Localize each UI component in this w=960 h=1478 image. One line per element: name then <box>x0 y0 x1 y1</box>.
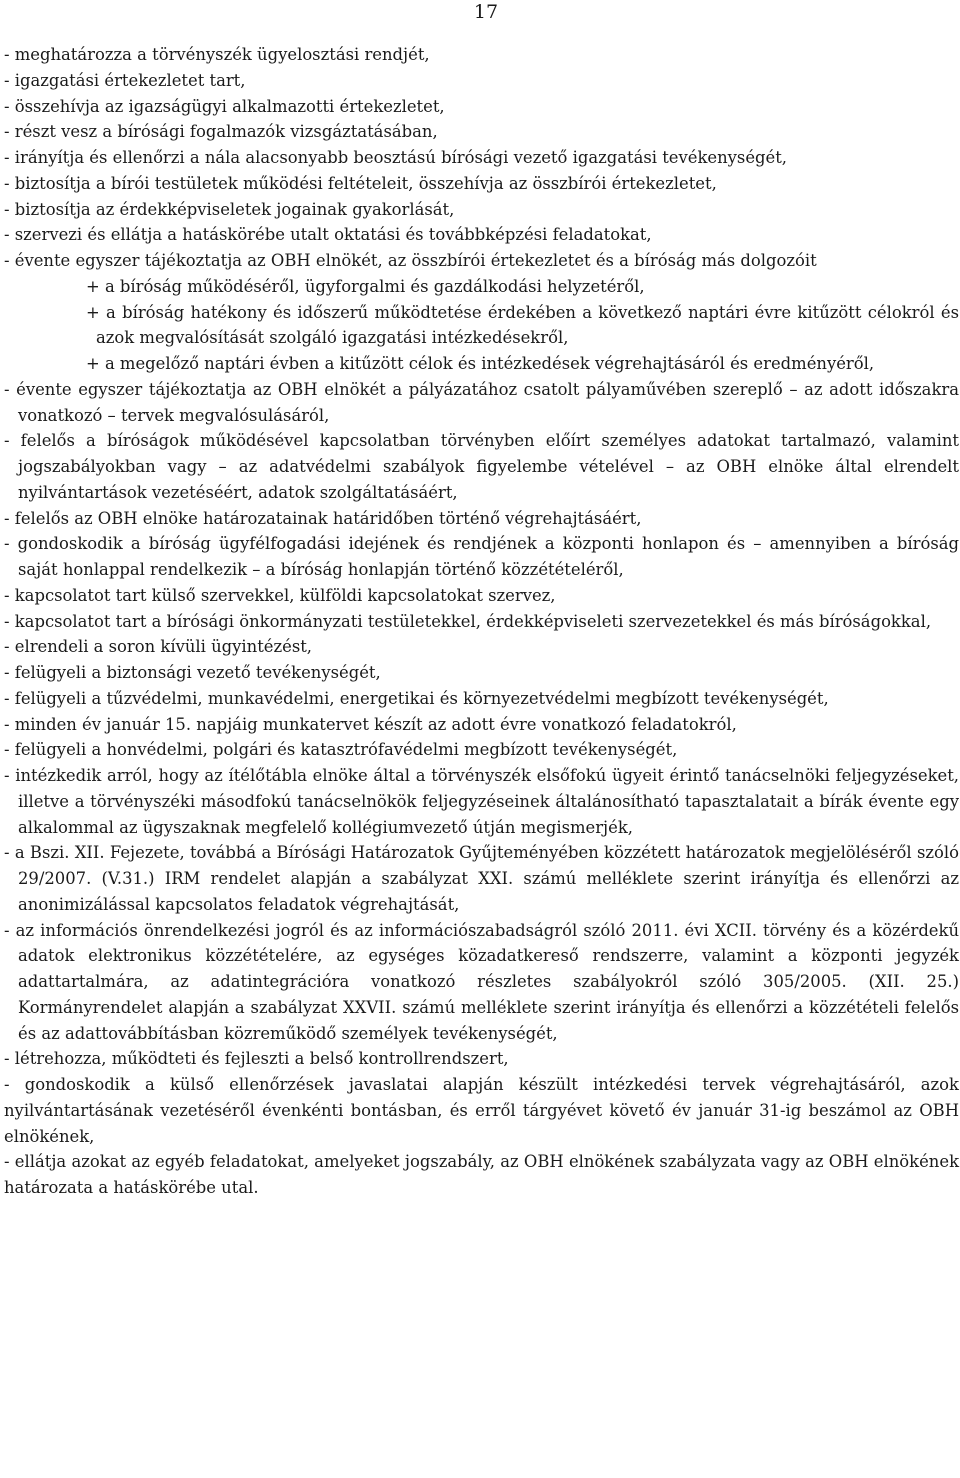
list-item: - felügyeli a biztonsági vezető tevékenységét, <box>4 663 381 682</box>
list-item: - kapcsolatot tart a bírósági önkormányzati testületekkel, érdekképviseleti szervezetekkel és más bíróságokkal, <box>4 611 932 631</box>
list-item: - biztosítja a bírói testületek működési feltételeit, összehívja az összbírói értekezletet, <box>4 173 717 193</box>
list-item: - felügyeli a tűzvédelmi, munkavédelmi, energetikai és környezetvédelmi megbízott tevékenységét, <box>4 688 829 708</box>
list-item: - évente egyszer tájékoztatja az OBH elnökét, az összbírói értekezletet és a bíróság más dolgozóit <box>4 251 817 270</box>
list-item: - szervezi és ellátja a hatáskörébe utalt oktatási és továbbképzési feladatokat, <box>4 225 652 245</box>
list-item: - ellátja azokat az egyéb feladatokat, amelyeket jogszabály, az OBH elnökének szabályzata vagy az OBH elnökének határozata a hatáskörébe utal. <box>4 1152 959 1197</box>
list-item: - biztosítja az érdekképviseletek jogainak gyakorlását, <box>4 199 455 219</box>
list-item: - az információs önrendelkezési jogról és az információszabadságról szóló 2011. évi XCII. törvény és a közérdekű adatok elektronikus közzétételére, az egységes közadatkereső rendszerre, valamint a központi jegyzék adattartalmára, az adatintegrációra vonatkozó részletes szabályokról szóló 305/2005. (XII. 25.) Kormányrendelet alapján a szabályzat XXVII. számú melléklete szerint irányítja és ellenőrzi a közzétételi felelős és az adattovábbításban közreműködő személyek tevékenységét, <box>4 920 959 1043</box>
list-item: - gondoskodik a bíróság ügyfélfogadási idejének és rendjének a központi honlapon és – amennyiben a bíróság saját honlappal rendelkezik – a bíróság honlapján történő közzétételéről, <box>4 534 959 579</box>
list-item: - gondoskodik a külső ellenőrzések javaslatai alapján készült intézkedési tervek végrehajtásáról, azok nyilvántartásának vezetéséről évenkénti bontásban, és erről tárgyévet követő év január 31-ig beszámol az OBH elnökének, <box>4 1075 959 1146</box>
document-body <box>4 42 959 1201</box>
list-item: - minden év január 15. napjáig munkatervet készít az adott évre vonatkozó feladatokról, <box>4 714 737 734</box>
list-item: - elrendeli a soron kívüli ügyintézést, <box>4 637 313 657</box>
list-item: - felügyeli a honvédelmi, polgári és katasztrófavédelmi megbízott tevékenységét, <box>4 740 678 760</box>
list-item: - intézkedik arról, hogy az ítélőtábla elnöke által a törvényszék elsőfokú ügyeit érintő tanácselnöki feljegyzéseket, illetve a törvényszéki másodfokú tanácselnökök feljegyzéseinek általánosítható tapasztalatait a bírák évente egy alkalommal az ügyszaknak megfelelő kollégiumvezető útján megismerjék, <box>4 766 959 837</box>
list-item: - kapcsolatot tart külső szervekkel, külföldi kapcsolatokat szervez, <box>4 585 556 605</box>
list-item: - igazgatási értekezletet tart, <box>4 70 246 90</box>
list-item: - meghatározza a törvényszék ügyelosztási rendjét, <box>4 45 430 64</box>
list-item: - évente egyszer tájékoztatja az OBH elnökét a pályázatához csatolt pályaművében szereplő – az adott időszakra vonatkozó – tervek megvalósulásáról, <box>4 379 959 425</box>
sub-list-item: + a bíróság működéséről, ügyforgalmi és gazdálkodási helyzetéről, <box>86 276 645 296</box>
list-item: - felelős a bíróságok működésével kapcsolatban törvényben előírt személyes adatokat tartalmazó, valamint jogszabályokban vagy – az adatvédelmi szabályok figyelembe vételével – az OBH elnöke által elrendelt nyilvántartások vezetéséért, adatok szolgáltatásáért, <box>4 431 959 502</box>
page-number: 17 <box>473 1 499 23</box>
list-item: - részt vesz a bírósági fogalmazók vizsgáztatásában, <box>4 122 438 142</box>
list-item: - irányítja és ellenőrzi a nála alacsonyabb beosztású bírósági vezető igazgatási tevékenységét, <box>4 148 788 167</box>
list-item: - létrehozza, működteti és fejleszti a belső kontrollrendszert, <box>4 1049 509 1069</box>
sub-list-item: + a megelőző naptári évben a kitűzött célok és intézkedések végrehajtásáról és eredményéről, <box>86 354 875 373</box>
sub-list-item: + a bíróság hatékony és időszerű működtetése érdekében a következő naptári évre kitűzött célokról és azok megvalósítását szolgáló igazgatási intézkedésekről, <box>86 302 959 348</box>
list-item: - a Bszi. XII. Fejezete, továbbá a Bírósági Határozatok Gyűjteményében közzétett határozatok megjelöléséről szóló 29/2007. (V.31.) IRM rendelet alapján a szabályzat XXI. számú melléklete szerint irányítja és ellenőrzi az anonimizálással kapcsolatos feladatok végrehajtását, <box>4 843 959 914</box>
list-item: - összehívja az igazságügyi alkalmazotti értekezletet, <box>4 96 445 116</box>
list-item: - felelős az OBH elnöke határozatainak határidőben történő végrehajtásáért, <box>4 508 642 528</box>
